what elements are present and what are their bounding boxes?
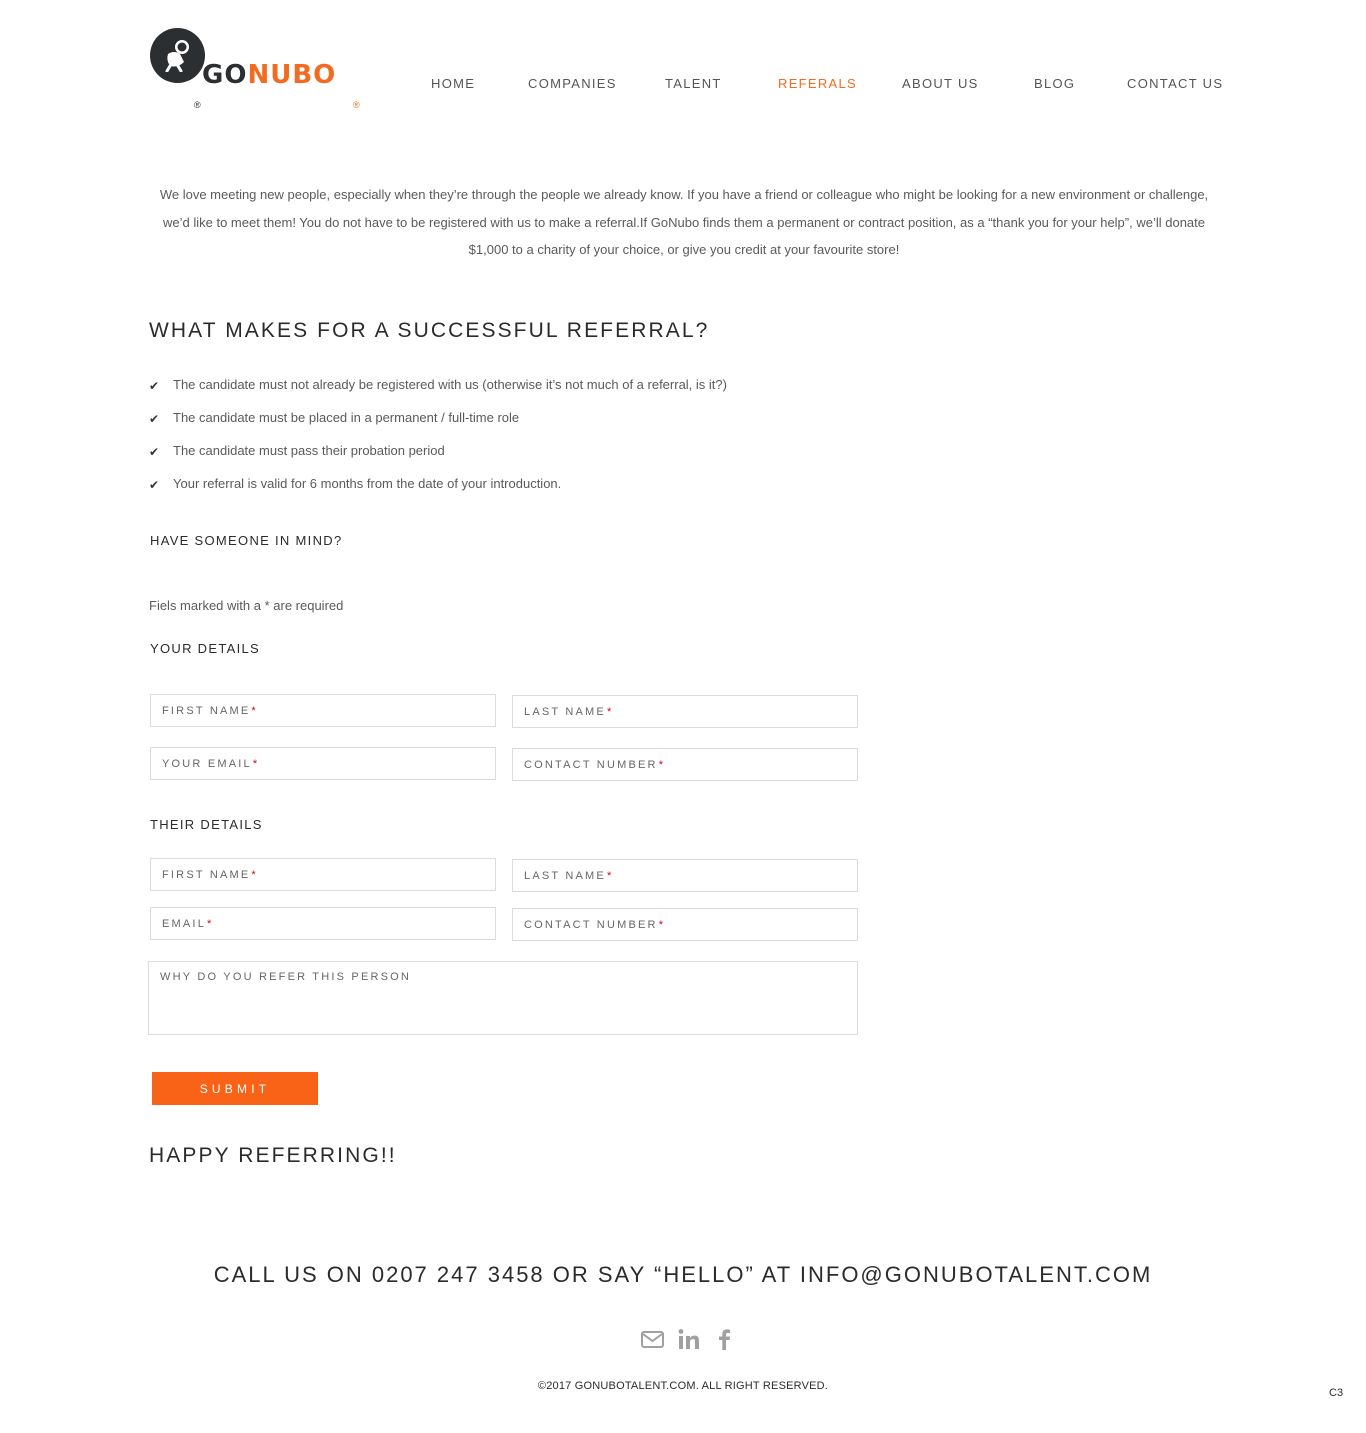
- envelope-icon[interactable]: [640, 1327, 666, 1351]
- their-email-input[interactable]: [150, 907, 496, 940]
- list-item: [149, 440, 727, 473]
- their-contact-number-input[interactable]: [512, 908, 858, 941]
- nav-companies[interactable]: COMPANIES: [528, 76, 617, 91]
- corner-badge: C3: [1329, 1387, 1344, 1399]
- check-icon: ✔: [149, 445, 160, 459]
- field-placeholder: EMAIL: [162, 917, 207, 930]
- required-mark: *: [658, 758, 666, 771]
- list-item: [149, 407, 727, 440]
- list-item-text: The candidate must not already be registered with us (otherwise it’s not much of a referral, is it?): [173, 377, 727, 392]
- form-heading: HAVE SOMEONE IN MIND?: [150, 533, 343, 548]
- their-last-name-input[interactable]: [512, 859, 858, 892]
- field-placeholder: YOUR EMAIL: [162, 757, 252, 770]
- your-first-name-input[interactable]: [150, 694, 496, 727]
- required-mark: *: [606, 705, 614, 718]
- required-mark: *: [207, 917, 214, 930]
- field-placeholder: CONTACT NUMBER: [524, 758, 658, 771]
- nav-about-us[interactable]: ABOUT US: [902, 76, 979, 91]
- nav-talent[interactable]: TALENT: [665, 76, 722, 91]
- reason-textarea[interactable]: [148, 961, 858, 1035]
- field-placeholder: WHY DO YOU REFER THIS PERSON: [160, 971, 412, 983]
- call-us-line: CALL US ON 0207 247 3458 OR SAY “HELLO” AT INFO@GONUBOTALENT.COM: [213, 1262, 1153, 1287]
- field-placeholder: FIRST NAME: [162, 704, 251, 717]
- logo-go: GO: [202, 60, 248, 90]
- your-contact-number-input[interactable]: [512, 748, 858, 781]
- their-details-heading: THEIR DETAILS: [150, 817, 263, 832]
- required-mark: *: [251, 868, 258, 881]
- required-mark: *: [252, 757, 260, 770]
- field-placeholder: FIRST NAME: [162, 868, 251, 881]
- list-item: [149, 374, 727, 407]
- list-item-text: The candidate must be placed in a permanent / full-time role: [173, 410, 520, 425]
- registered-mark: ®: [353, 100, 360, 110]
- nav-referals[interactable]: REFERALS: [778, 76, 858, 91]
- closing-heading: HAPPY REFERRING!!: [149, 1144, 397, 1167]
- nav-blog[interactable]: BLOG: [1034, 76, 1076, 91]
- required-mark: *: [606, 869, 614, 882]
- main-nav: [0, 76, 1366, 92]
- required-mark: *: [658, 918, 666, 931]
- your-email-input[interactable]: [150, 747, 496, 780]
- required-note: Fiels marked with a * are required: [149, 598, 344, 613]
- astronaut-icon: [164, 38, 192, 72]
- their-first-name-input[interactable]: [150, 858, 496, 891]
- linkedin-icon[interactable]: [677, 1327, 703, 1351]
- field-placeholder: LAST NAME: [524, 705, 606, 718]
- your-last-name-input[interactable]: [512, 695, 858, 728]
- intro-text: We love meeting new people, especially when they’re through the people we already know. If you have a friend or colleague who might be looking for a new environment or challenge, we’d like to meet them! You do not have to be registered with us to make a referral.If GoNubo finds them a permanent or contract position, as a “thank you for your help”, we’ll donate $1,000 to a charity of your choice, or give you credit at your favourite store!: [159, 187, 1209, 257]
- field-placeholder: LAST NAME: [524, 869, 606, 882]
- check-icon: ✔: [149, 478, 160, 492]
- your-details-heading: YOUR DETAILS: [150, 641, 260, 656]
- nav-contact-us[interactable]: CONTACT US: [1127, 76, 1224, 91]
- social-links: [638, 1327, 738, 1353]
- logo-nubo: NUBO: [247, 60, 337, 90]
- nav-home[interactable]: HOME: [431, 76, 476, 91]
- submit-button[interactable]: SUBMIT: [152, 1072, 318, 1105]
- required-mark: *: [251, 704, 258, 717]
- list-item-text: Your referral is valid for 6 months from the date of your introduction.: [173, 476, 562, 491]
- criteria-heading: WHAT MAKES FOR A SUCCESSFUL REFERRAL?: [149, 319, 710, 342]
- registered-mark: ®: [194, 100, 201, 110]
- list-item: [149, 473, 727, 506]
- copyright: ©2017 GONUBOTALENT.COM. ALL RIGHT RESERVED.: [537, 1380, 829, 1392]
- criteria-list: [149, 374, 727, 506]
- facebook-icon[interactable]: [712, 1327, 738, 1351]
- check-icon: ✔: [149, 379, 160, 393]
- list-item-text: The candidate must pass their probation period: [173, 443, 445, 458]
- check-icon: ✔: [149, 412, 160, 426]
- field-placeholder: CONTACT NUMBER: [524, 918, 658, 931]
